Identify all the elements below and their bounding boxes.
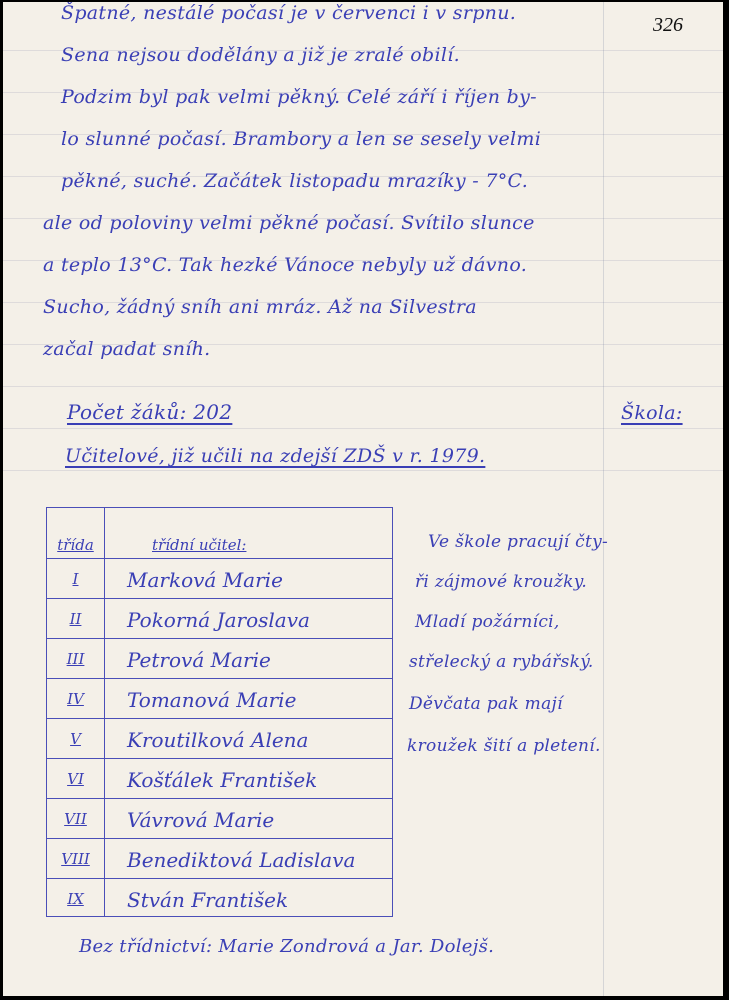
table-row-grade: VIII: [61, 850, 90, 868]
table-row-teacher: Benediktová Ladislava: [127, 848, 356, 872]
table-row-teacher: Kroutilková Alena: [127, 728, 309, 752]
ruled-line: [3, 428, 723, 429]
table-row-teacher: Tomanová Marie: [127, 688, 297, 712]
teachers-table: [46, 507, 393, 917]
paragraph-line-5: pěkné, suché. Začátek listopadu mrazíky - 7°C.: [61, 170, 529, 192]
side-note-line-2: ři zájmové kroužky.: [415, 572, 588, 592]
pupils-count: Počet žáků: 202: [67, 400, 233, 424]
margin-label: Škola:: [621, 402, 683, 424]
table-row-teacher: Košťálek František: [127, 768, 318, 792]
paragraph-line-8: Sucho, žádný sníh ani mráz. Až na Silvestra: [43, 296, 477, 318]
table-header-teacher: třídní učitel:: [152, 536, 247, 554]
teachers-heading: Učitelové, již učili na zdejší ZDŠ v r. 1979.: [65, 445, 486, 467]
table-row-teacher: Petrová Marie: [127, 648, 271, 672]
table-row-grade: III: [66, 650, 85, 668]
ruled-line: [3, 386, 723, 387]
page-number: 326: [653, 14, 683, 36]
paragraph-line-6: ale od poloviny velmi pěkné počasí. Svítilo slunce: [43, 212, 535, 234]
side-note-line-6: kroužek šití a pletení.: [407, 736, 601, 756]
table-column-divider: [104, 508, 105, 916]
table-row-grade: II: [69, 610, 82, 628]
table-row-teacher: Stván František: [127, 888, 289, 912]
side-note-line-1: Ve škole pracují čty-: [428, 532, 609, 552]
table-row-grade: I: [72, 570, 79, 588]
side-note-line-5: Děvčata pak mají: [409, 694, 563, 714]
paragraph-line-1: Špatné, nestálé počasí je v červenci i v srpnu.: [61, 2, 517, 24]
table-row-grade: VI: [67, 770, 84, 788]
ruled-line: [3, 470, 723, 471]
table-row-grade: IX: [67, 890, 84, 908]
table-row-divider: [47, 758, 392, 759]
table-row-divider: [47, 558, 392, 559]
paragraph-line-7: a teplo 13°C. Tak hezké Vánoce nebyly už dávno.: [43, 254, 528, 276]
paragraph-line-2: Sena nejsou dodělány a již je zralé obilí.: [61, 44, 460, 66]
table-header-grade: třída: [57, 536, 94, 554]
table-row-divider: [47, 798, 392, 799]
table-row-grade: IV: [67, 690, 84, 708]
table-row-divider: [47, 638, 392, 639]
side-note-line-3: Mladí požárníci,: [415, 612, 560, 632]
table-row-divider: [47, 678, 392, 679]
margin-line: [603, 2, 604, 996]
table-row-divider: [47, 598, 392, 599]
footer-line: Bez třídnictví: Marie Zondrová a Jar. Dolejš.: [79, 936, 495, 957]
table-row-teacher: Vávrová Marie: [127, 808, 275, 832]
table-row-divider: [47, 838, 392, 839]
table-row-grade: VII: [64, 810, 87, 828]
table-row-grade: V: [70, 730, 81, 748]
paragraph-line-9: začal padat sníh.: [43, 338, 211, 360]
table-row-teacher: Pokorná Jaroslava: [127, 608, 310, 632]
paragraph-line-3: Podzim byl pak velmi pěkný. Celé září i říjen by-: [61, 86, 537, 108]
table-row-teacher: Marková Marie: [127, 568, 283, 592]
notebook-page: [3, 2, 723, 996]
table-row-divider: [47, 718, 392, 719]
table-row-divider: [47, 878, 392, 879]
side-note-line-4: střelecký a rybářský.: [409, 652, 594, 672]
paragraph-line-4: lo slunné počasí. Brambory a len se sesely velmi: [61, 128, 542, 150]
